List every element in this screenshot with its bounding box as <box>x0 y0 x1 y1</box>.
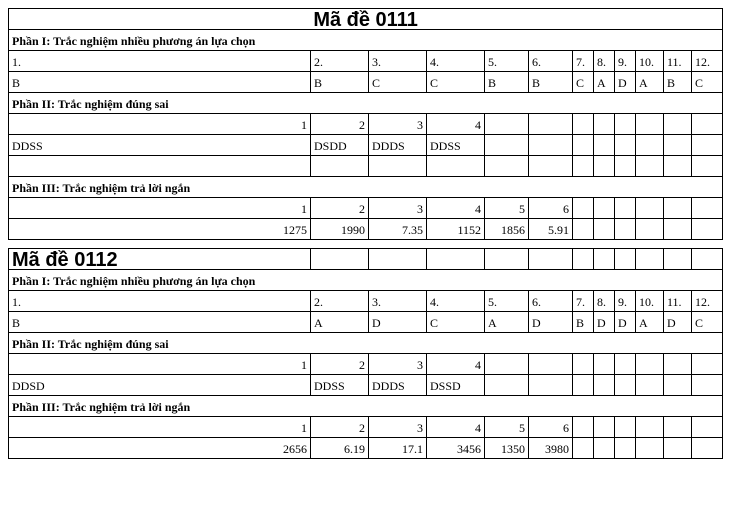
empty-cell <box>427 249 485 270</box>
part3-question-number: 1 <box>9 198 311 219</box>
part2-number-row <box>9 354 723 375</box>
empty-cell <box>664 219 692 240</box>
empty-cell <box>636 417 664 438</box>
part3-heading: Phần III: Trắc nghiệm trả lời ngắn <box>9 177 723 198</box>
part1-answer: B <box>485 72 529 93</box>
part2-question-number: 4 <box>427 354 485 375</box>
part1-heading-row <box>9 270 723 291</box>
part3-question-number: 2 <box>311 198 369 219</box>
empty-cell <box>692 135 723 156</box>
part2-heading: Phần II: Trắc nghiệm đúng sai <box>9 93 723 114</box>
part3-question-number: 5 <box>485 198 529 219</box>
empty-cell <box>615 375 636 396</box>
part1-question-number: 6. <box>529 291 573 312</box>
empty-cell <box>573 156 594 177</box>
part3-heading: Phần III: Trắc nghiệm trả lời ngắn <box>9 396 723 417</box>
empty-cell <box>594 249 615 270</box>
part1-answer: D <box>615 72 636 93</box>
empty-cell <box>636 135 664 156</box>
part1-answer: C <box>369 72 427 93</box>
empty-cell <box>427 156 485 177</box>
empty-cell <box>594 375 615 396</box>
empty-cell <box>615 354 636 375</box>
part2-question-number: 2 <box>311 354 369 375</box>
part1-answer: C <box>427 312 485 333</box>
spacer-cell <box>9 240 723 249</box>
part3-answer: 2656 <box>9 438 311 459</box>
empty-cell <box>615 198 636 219</box>
empty-cell <box>594 417 615 438</box>
part1-answer-row <box>9 312 723 333</box>
part1-answer: C <box>692 312 723 333</box>
part2-answer: DDSD <box>9 375 311 396</box>
part1-answer: A <box>311 312 369 333</box>
part1-answer-row <box>9 72 723 93</box>
part3-answer: 1152 <box>427 219 485 240</box>
part3-question-number: 3 <box>369 198 427 219</box>
part3-question-number: 3 <box>369 417 427 438</box>
part1-answer: B <box>573 312 594 333</box>
part3-question-number: 2 <box>311 417 369 438</box>
empty-cell <box>529 114 573 135</box>
empty-cell <box>636 114 664 135</box>
part3-question-number: 1 <box>9 417 311 438</box>
part3-answer: 1990 <box>311 219 369 240</box>
part1-answer: C <box>573 72 594 93</box>
version-title: Mã đề 0112 <box>9 249 311 270</box>
empty-cell <box>615 417 636 438</box>
part2-answer: DDDS <box>369 375 427 396</box>
empty-cell <box>636 438 664 459</box>
empty-cell <box>485 114 529 135</box>
empty-cell <box>594 198 615 219</box>
part3-question-number: 4 <box>427 198 485 219</box>
part2-answer: DDSS <box>311 375 369 396</box>
empty-cell <box>529 135 573 156</box>
empty-cell <box>664 156 692 177</box>
empty-cell <box>594 354 615 375</box>
empty-cell <box>529 156 573 177</box>
part1-question-number: 9. <box>615 291 636 312</box>
empty-cell <box>573 438 594 459</box>
empty-cell <box>692 375 723 396</box>
part1-answer: A <box>636 72 664 93</box>
empty-cell <box>664 375 692 396</box>
part2-answer: DSDD <box>311 135 369 156</box>
part1-answer: A <box>485 312 529 333</box>
part3-answer: 6.19 <box>311 438 369 459</box>
empty-cell <box>369 156 427 177</box>
empty-cell <box>664 417 692 438</box>
part2-heading-row <box>9 93 723 114</box>
part1-question-number: 11. <box>664 291 692 312</box>
part1-number-row <box>9 291 723 312</box>
part3-question-number: 6 <box>529 417 573 438</box>
empty-cell <box>615 135 636 156</box>
empty-cell <box>615 438 636 459</box>
version-title: Mã đề 0111 <box>9 9 723 30</box>
empty-cell <box>311 156 369 177</box>
part2-answer: DDSS <box>9 135 311 156</box>
part3-answer: 3980 <box>529 438 573 459</box>
part1-heading-row <box>9 30 723 51</box>
empty-cell <box>573 417 594 438</box>
part3-question-number: 6 <box>529 198 573 219</box>
part3-answer-row <box>9 438 723 459</box>
part1-answer: D <box>664 312 692 333</box>
part1-question-number: 3. <box>369 291 427 312</box>
empty-cell <box>664 438 692 459</box>
part3-answer: 1275 <box>9 219 311 240</box>
part1-heading: Phần I: Trắc nghiệm nhiều phương án lựa chọn <box>9 30 723 51</box>
part2-question-number: 3 <box>369 114 427 135</box>
empty-cell <box>664 198 692 219</box>
empty-cell <box>573 198 594 219</box>
empty-cell <box>692 219 723 240</box>
part2-question-number: 1 <box>9 114 311 135</box>
version-spacer-row <box>9 240 723 249</box>
part1-answer: C <box>692 72 723 93</box>
part1-question-number: 5. <box>485 291 529 312</box>
part2-question-number: 1 <box>9 354 311 375</box>
part2-question-number: 2 <box>311 114 369 135</box>
empty-cell <box>573 249 594 270</box>
empty-cell <box>615 219 636 240</box>
version-title-row <box>9 9 723 30</box>
empty-cell <box>485 375 529 396</box>
empty-cell <box>692 417 723 438</box>
empty-cell <box>485 354 529 375</box>
empty-cell <box>529 375 573 396</box>
empty-cell <box>615 114 636 135</box>
part1-question-number: 7. <box>573 51 594 72</box>
part2-answer-row <box>9 375 723 396</box>
empty-cell <box>594 438 615 459</box>
empty-cell <box>692 156 723 177</box>
empty-cell <box>664 249 692 270</box>
part1-question-number: 10. <box>636 51 664 72</box>
part1-question-number: 9. <box>615 51 636 72</box>
part1-answer: A <box>594 72 615 93</box>
part3-answer-row <box>9 219 723 240</box>
empty-cell <box>485 156 529 177</box>
empty-cell <box>485 249 529 270</box>
part1-answer: D <box>369 312 427 333</box>
part1-question-number: 6. <box>529 51 573 72</box>
empty-cell <box>529 249 573 270</box>
empty-cell <box>692 198 723 219</box>
part1-question-number: 11. <box>664 51 692 72</box>
part2-answer: DDSS <box>427 135 485 156</box>
part1-question-number: 2. <box>311 291 369 312</box>
part1-answer: D <box>615 312 636 333</box>
empty-cell <box>369 249 427 270</box>
empty-cell <box>573 135 594 156</box>
empty-cell <box>692 438 723 459</box>
part2-answer: DSSD <box>427 375 485 396</box>
part3-answer: 3456 <box>427 438 485 459</box>
empty-cell <box>692 114 723 135</box>
empty-cell <box>636 156 664 177</box>
answer-key-sheet <box>8 8 722 459</box>
part1-answer: D <box>594 312 615 333</box>
empty-cell <box>636 198 664 219</box>
part1-question-number: 8. <box>594 291 615 312</box>
part1-question-number: 8. <box>594 51 615 72</box>
part1-question-number: 3. <box>369 51 427 72</box>
part1-answer: B <box>529 72 573 93</box>
part3-answer: 1350 <box>485 438 529 459</box>
empty-cell <box>664 114 692 135</box>
part2-question-number: 4 <box>427 114 485 135</box>
part1-number-row <box>9 51 723 72</box>
empty-cell <box>615 249 636 270</box>
empty-cell <box>573 114 594 135</box>
part3-question-number: 5 <box>485 417 529 438</box>
part1-answer: B <box>664 72 692 93</box>
empty-cell <box>615 156 636 177</box>
part1-question-number: 12. <box>692 51 723 72</box>
part3-answer: 1856 <box>485 219 529 240</box>
part3-answer: 5.91 <box>529 219 573 240</box>
part1-question-number: 2. <box>311 51 369 72</box>
empty-cell <box>636 375 664 396</box>
part1-answer: B <box>9 72 311 93</box>
empty-cell <box>529 354 573 375</box>
empty-cell <box>636 219 664 240</box>
part3-number-row <box>9 198 723 219</box>
empty-cell <box>311 249 369 270</box>
empty-cell <box>594 219 615 240</box>
part1-answer: B <box>9 312 311 333</box>
part3-number-row <box>9 417 723 438</box>
empty-cell <box>594 114 615 135</box>
empty-cell <box>485 135 529 156</box>
empty-cell <box>9 156 311 177</box>
part1-question-number: 1. <box>9 51 311 72</box>
part3-heading-row <box>9 177 723 198</box>
part2-answer: DDDS <box>369 135 427 156</box>
part1-question-number: 4. <box>427 291 485 312</box>
part1-answer: A <box>636 312 664 333</box>
part2-number-row <box>9 114 723 135</box>
part1-answer: B <box>311 72 369 93</box>
part2-heading-row <box>9 333 723 354</box>
part1-question-number: 7. <box>573 291 594 312</box>
empty-cell <box>573 354 594 375</box>
empty-cell <box>692 249 723 270</box>
part1-answer: D <box>529 312 573 333</box>
empty-cell <box>692 354 723 375</box>
part3-heading-row <box>9 396 723 417</box>
part1-question-number: 10. <box>636 291 664 312</box>
part3-answer: 7.35 <box>369 219 427 240</box>
part1-heading: Phần I: Trắc nghiệm nhiều phương án lựa chọn <box>9 270 723 291</box>
empty-cell <box>636 249 664 270</box>
empty-cell <box>664 135 692 156</box>
part3-answer: 17.1 <box>369 438 427 459</box>
empty-cell <box>594 135 615 156</box>
part2-answer-row <box>9 135 723 156</box>
empty-cell <box>573 219 594 240</box>
empty-cell <box>636 354 664 375</box>
part1-question-number: 1. <box>9 291 311 312</box>
part1-question-number: 5. <box>485 51 529 72</box>
part1-question-number: 4. <box>427 51 485 72</box>
version-title-row <box>9 249 723 270</box>
part1-answer: C <box>427 72 485 93</box>
empty-cell <box>664 354 692 375</box>
part3-question-number: 4 <box>427 417 485 438</box>
empty-cell <box>573 375 594 396</box>
empty-cell <box>594 156 615 177</box>
part2-question-number: 3 <box>369 354 427 375</box>
part2-heading: Phần II: Trắc nghiệm đúng sai <box>9 333 723 354</box>
part2-blank-row <box>9 156 723 177</box>
answer-key-table <box>8 8 723 459</box>
part1-question-number: 12. <box>692 291 723 312</box>
